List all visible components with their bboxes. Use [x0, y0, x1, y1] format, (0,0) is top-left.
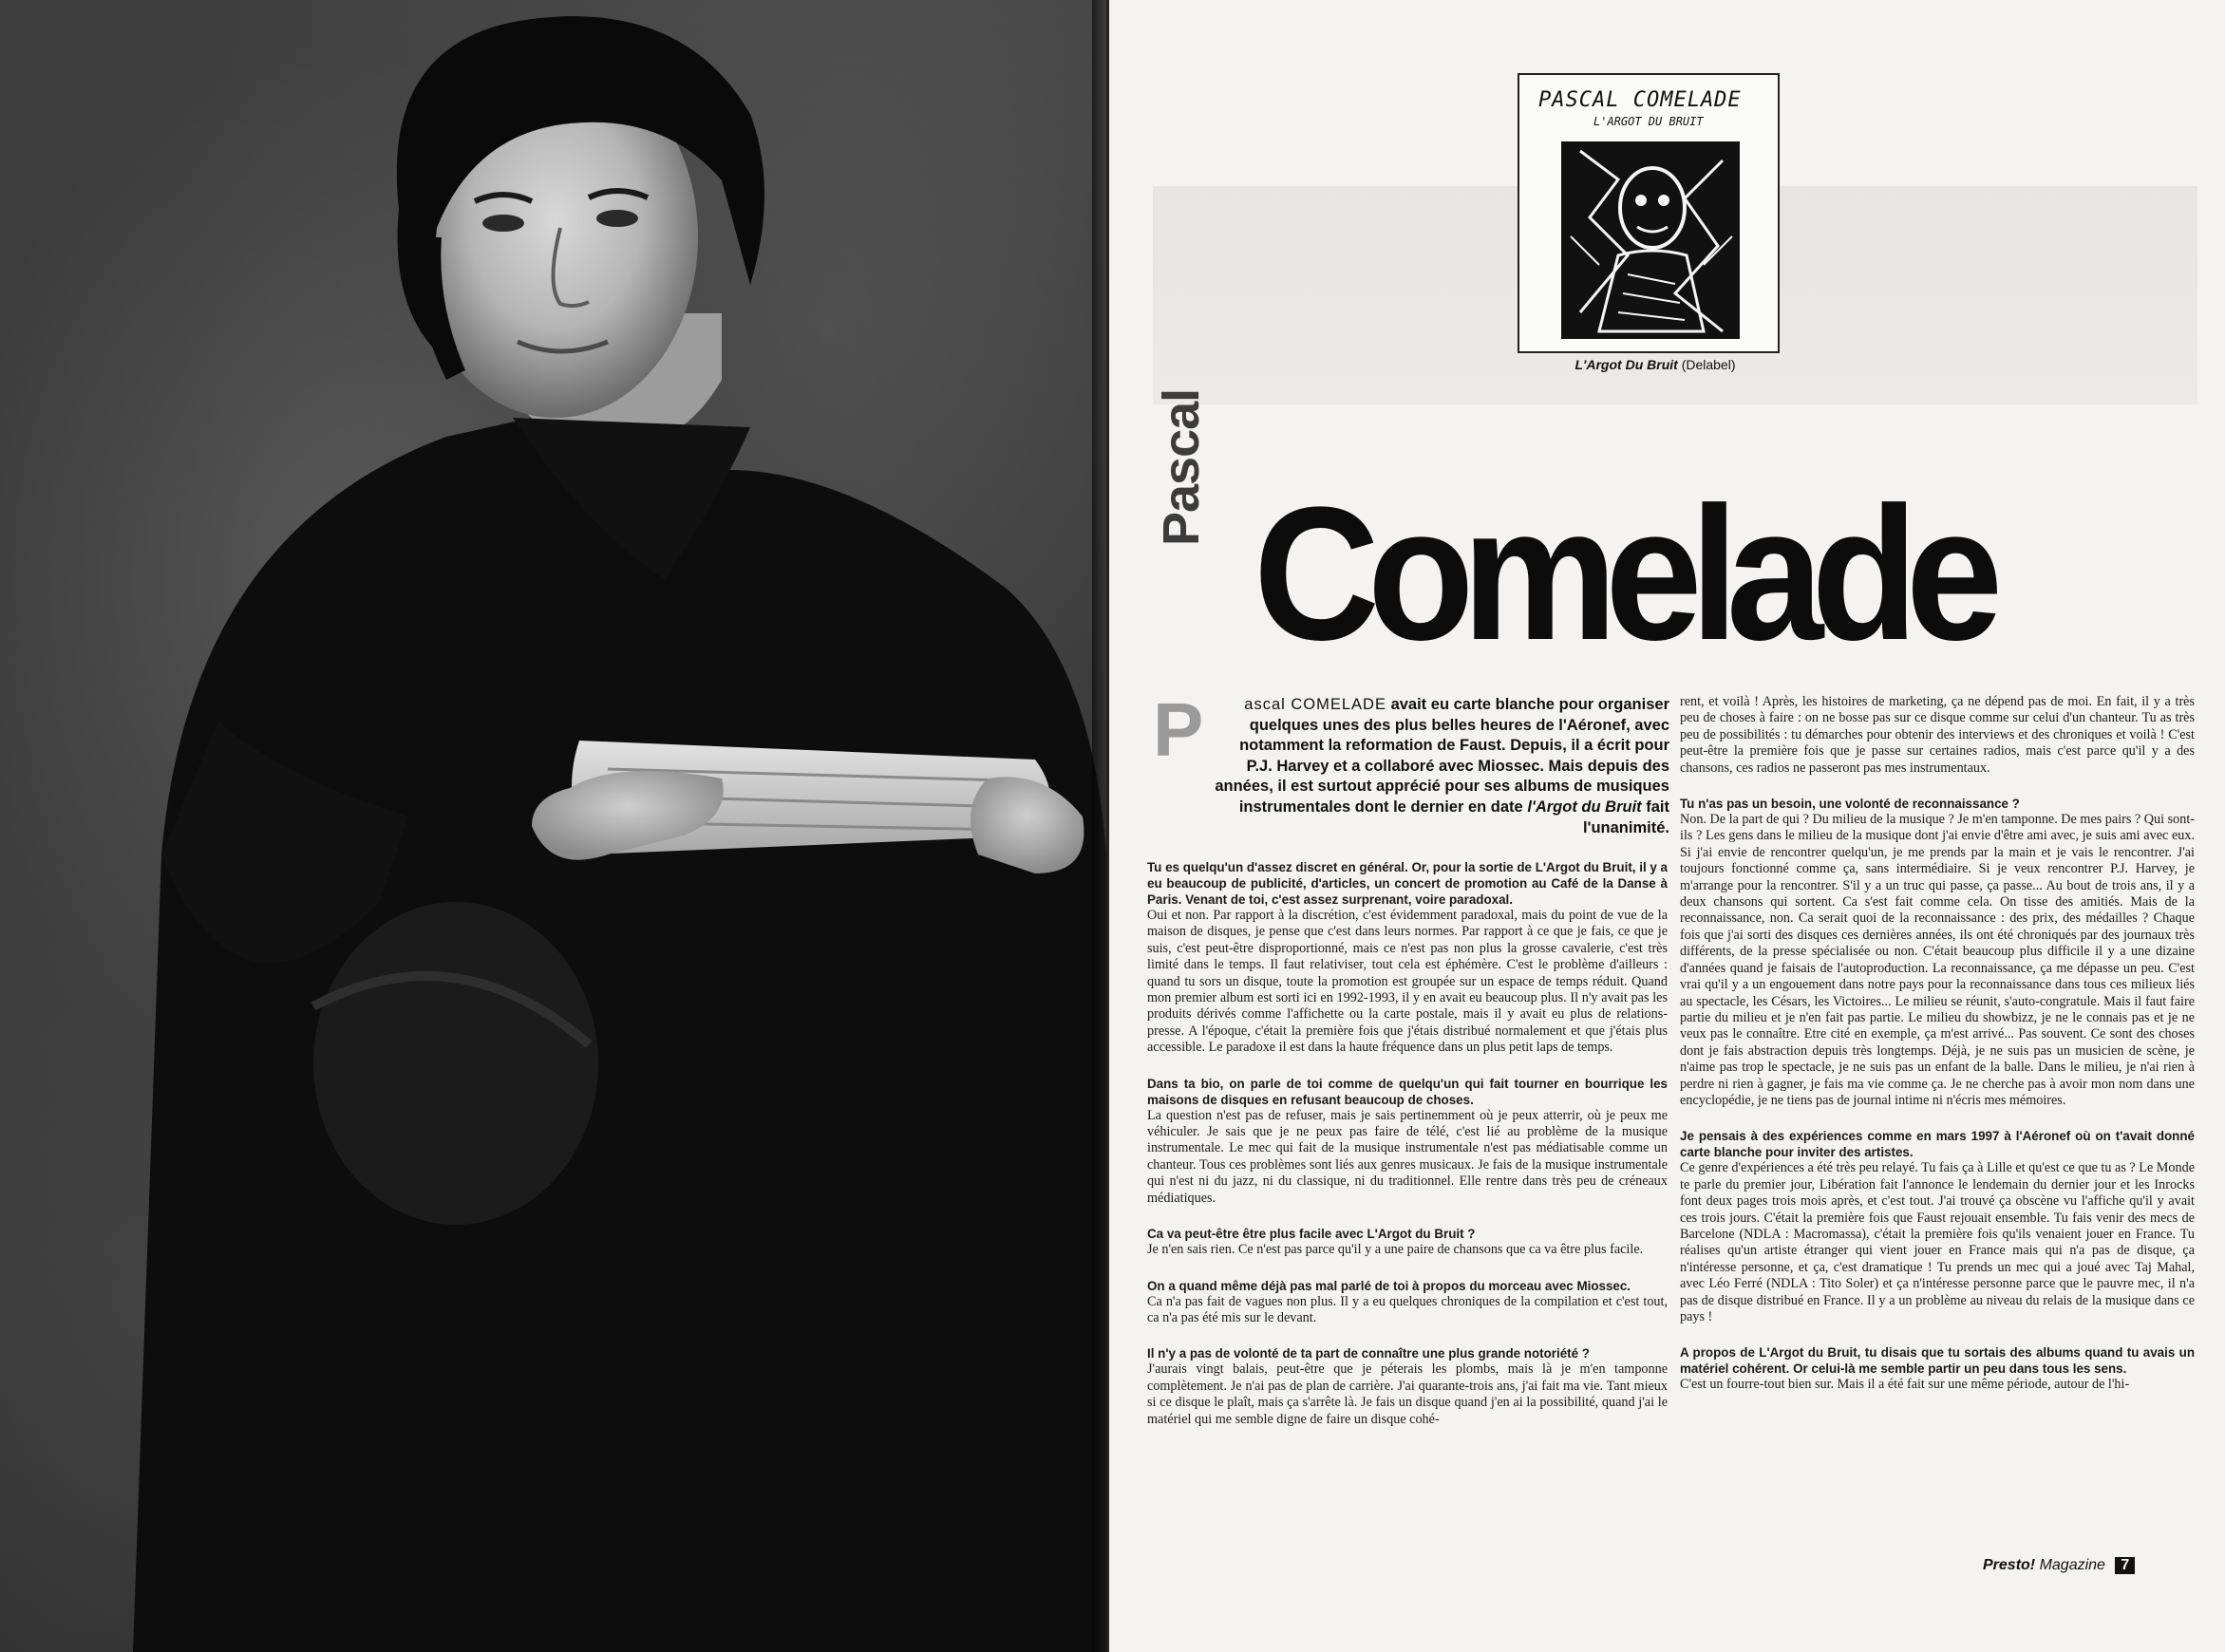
headline-first-name: Pascal: [1153, 388, 1210, 546]
album-cover: [1518, 73, 1780, 353]
answer: Ca n'a pas fait de vagues non plus. Il y a eu quelques chroniques de la compilation et c'est tout, ca n'a pas été mis sur le devant.: [1147, 1293, 1668, 1325]
answer: C'est un fourre-tout bien sur. Mais il a été fait sur une même période, autour de l'hi-: [1680, 1377, 2130, 1393]
show-through-text: [1812, 46, 2225, 141]
question: Je pensais à des expériences comme en mars 1997 à l'Aéronef où on t'avait donné carte blanche pour inviter des artistes.: [1680, 1129, 2195, 1160]
intro-text-1: avait eu carte blanche pour organiser quelques unes des plus belles heures de l'Aéronef, avec notamment la reformation de Faust. Depuis, il a écrit pour P.J. Harvey et a collaboré avec Miossec. Mais depuis des années, il est surtout apprécié pour ses albums de musiques instrumentales dont le dernier en date: [1215, 696, 1669, 816]
question: Il n'y a pas de volonté de ta part de connaître une plus grande notoriété ?: [1147, 1346, 1590, 1361]
album-caption-label: (Delabel): [1681, 357, 1736, 372]
footer-magazine-suffix: Magazine: [2039, 1557, 2105, 1573]
album-caption-title: L'Argot Du Bruit: [1574, 357, 1678, 372]
portrait-illustration: [0, 0, 1106, 1652]
answer: Oui et non. Par rapport à la discrétion, c'est évidemment paradoxal, mais du point de vue de la maison de disques, je pense que c'est dans leurs normes. Par rapport à ce que je fais, ce que je suis, c'est peut-être disproportionné, mais ce n'est pas non plus la grosse cavalerie, c'est très limité dans le temps. Il faut relativiser, tout cela est éphémère. C'est le problème d'ailleurs : quand tu sors un disque, toute la promotion est groupée sur un espace de temps réduit. Quand mon premier album est sorti ici en 1992-1993, il y en avait eu beaucoup plus. Il n'y avait pas les produits dérivés comme l'affichette ou la carte postale, mais il y avait eu plus de relations-presse. A l'époque, c'était la première fois que j'étais distribué normalement et que j'étais plus accessible. Le paradoxe il est dans la haute fréquence dans un plus petit laps de temps.: [1147, 908, 1668, 1056]
article-intro: [1153, 687, 1669, 838]
intro-text-2: fait l'unanimité.: [1582, 798, 1669, 836]
question: Tu n'as pas un besoin, une volonté de reconnaissance ?: [1680, 797, 2020, 812]
footer-page-number: 7: [2115, 1557, 2135, 1574]
question: On a quand même déjà pas mal parlé de toi à propos du morceau avec Miossec.: [1147, 1278, 1631, 1293]
portrait-photo: [0, 0, 1106, 1652]
question: Ca va peut-être être plus facile avec L'Argot du Bruit ?: [1147, 1227, 1476, 1242]
album-caption: [1527, 357, 1783, 372]
article-column-left: [1147, 859, 1668, 1428]
answer: Je n'en sais rien. Ce n'est pas parce qu'il y a une paire de chansons que ca va être plus facile.: [1147, 1242, 1644, 1258]
album-cover-subtitle: L'ARGOT DU BRUIT: [1593, 115, 1704, 128]
answer: rent, et voilà ! Après, les histoires de marketing, ça ne dépend pas de moi. En fait, il y a très peu de choses à faire : on ne bosse pas sur ce disque comme sur celui d'un chanteur. Tu as très peu de possibilités : tu démarches pour obtenir des interviews et des chroniques et voilà ! C'est peut-être la première fois que je passe sur certaines radios, mais c'est parce qu'il y a des chansons, ces radios ne passeront pas mes instrumentaux.: [1680, 694, 2195, 776]
intro-album-title: l'Argot du Bruit: [1527, 798, 1642, 816]
page-footer: [1983, 1557, 2135, 1574]
answer: La question n'est pas de refuser, mais je sais pertinemment où je peux atterrir, où je peux me véhiculer. Je sais que je ne peux pas faire de télé, c'est lié au problème de la musique instrumentale. Le mec qui fait de la musique instrumentale n'est pas médiatisable comme un chanteur. Tous ces problèmes sont liés aux genres musicaux. Je fais de la musique instrumentale qui n'est ni du jazz, ni du classique, ni du traditionnel. Elle rentre dans très peu de créneaux médiatiques.: [1147, 1107, 1668, 1206]
album-cover-artwork: [1561, 141, 1740, 339]
intro-dropcap: P: [1153, 687, 1204, 772]
question: Dans ta bio, on parle de toi comme de quelqu'un qui fait tourner en bourrique les maisons de disques en refusant beaucoup de choses.: [1147, 1076, 1668, 1107]
answer: Ce genre d'expériences a été très peu relayé. Tu fais ça à Lille et qu'est ce que tu as ? Le Monde te parle du premier jour, Libération fait l'annonce le lendemain du dernier jour et les Inrocks font deux pages trois mois après, et c'est tout. J'ai trouvé ça obscène vu l'affiche qu'il y avait ces trois jours. C'était la première fois que Faust rejouait ensemble. Tu fais venir des mecs de Barcelone (NDLA : Macromassa), c'était la première fois qu'ils venaient jouer en France. Tu réalises qu'un artiste étranger qui vient jouer en France mais qui n'a pas de disque, ça n'intéresse personne, et ça, c'est dramatique ! Tu prends un mec qui a joué avec Taj Mahal, avec Léo Ferré (NDLA : Tito Soler) et ça n'intéresse personne parce que le pauvre mec, il n'a pas de disque distribué en France. Il y a un problème au niveau du relais de la musique dans ce pays !: [1680, 1160, 2195, 1324]
question: Tu es quelqu'un d'assez discret en général. Or, pour la sortie de L'Argot du Bruit, il y a eu beaucoup de publicité, d'articles, un concert de promotion au Café de la Danse à Paris. Venant de toi, c'est assez surprenant, voire paradoxal.: [1147, 860, 1669, 907]
footer-magazine-name: Presto!: [1983, 1557, 2036, 1573]
intro-artist-name: ascal COMELADE: [1244, 696, 1386, 713]
article-page: [1109, 0, 2225, 1652]
answer: Non. De la part de qui ? Du milieu de la musique ? Je m'en tamponne. De mes pairs ? Qui sont-ils ? Les gens dans le milieu de la musique dont j'ai envie d'être ami avec, je suis ami avec eux. Si j'ai envie de rencontrer quelqu'un, je me prends par la main et je vais le rencontrer. J'ai toujours fonctionné comme ça, sans intermédiaire. Si je veux rencontrer P.J. Harvey, je m'arrange pour la rencontrer. S'il y a un truc qui passe, ça passe... Au bout de trois ans, il y a deux chansons qui sortent. Ca s'est fait comme cela. On tisse des amitiés. Mais de la reconnaissance, non. Ca serait quoi de la reconnaissance : des prix, des médailles ? Chaque fois que j'ai sorti des disques ces dernières années, ils ont été chroniqués par des journaux très différents, de la presse spécialisée ou non. C'était beaucoup plus difficile il y a une dizaine d'années quand je faisais de l'autoproduction. La reconnaissance, ça me dépasse un peu. C'est vrai qu'il y a un engouement dans notre pays pour la reconnaissance dans tous ces milieux liés au spectacle, les Césars, les Victoires... Le milieu se réunit, s'auto-congratule. Mais il faut faire partie du milieu et je n'en fait pas partie. Le milieu du showbizz, je ne le connais pas et je ne veux pas le connaître. Etre cité en exemple, ça m'est arrivé... Pas souvent. Ce sont des choses dont je fais abstraction depuis très longtemps. Déjà, je ne suis pas un musicien de scène, je n'aime pas trop le spectacle, je ne suis pas un enfant de la balle. Dans le milieu, je n'ai rien à perdre ni rien à gagner, je fais ma vie comme ça. Je ne cherche pas à avoir mon nom dans une encyclopédie, je ne tiens pas de journal intime ni n'écris mes mémoires.: [1680, 812, 2195, 1108]
article-column-right: [1680, 694, 2195, 1394]
answer: J'aurais vingt balais, peut-être que je péterais les plombs, mais là je m'en tamponne complètement. Je n'ai pas de plan de carrière. J'ai quarante-trois ans, j'ai fait ma vie. Tant mieux si ce disque le plaît, mais ça s'arrête là. Je fais un disque quand j'en ai la possibilité, quand j'ai le matériel qui me semble digne de faire un disque cohé-: [1147, 1361, 1668, 1427]
album-cover-title: PASCAL COMELADE: [1538, 88, 1742, 112]
headline-last-name: Comelade: [1254, 468, 1991, 680]
question: A propos de L'Argot du Bruit, tu disais que tu sortais des albums quand tu avais un matériel cohérent. Or celui-là me semble partir un peu dans tous les sens.: [1680, 1345, 2195, 1377]
